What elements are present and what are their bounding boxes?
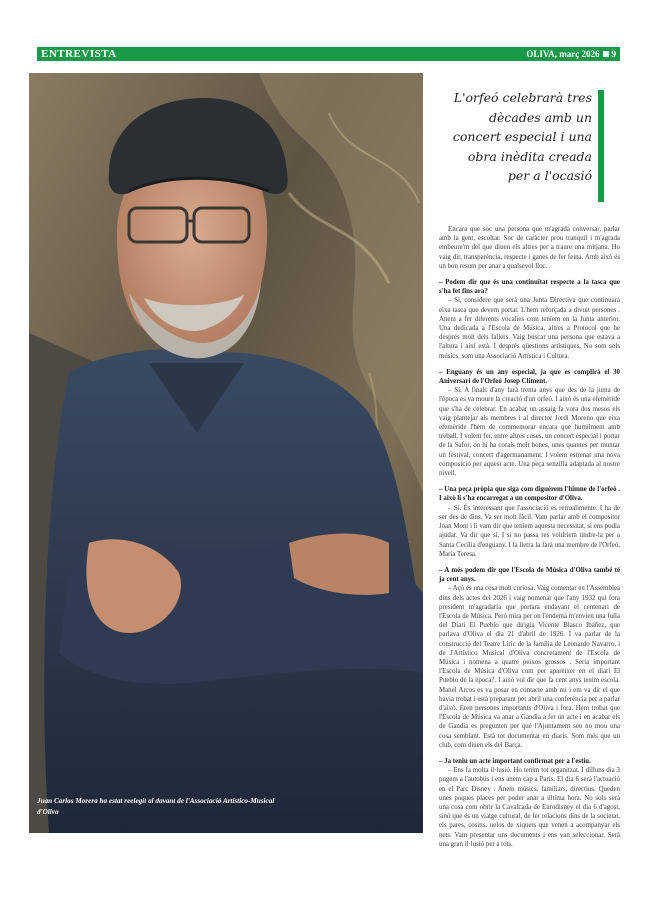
portrait-photo <box>29 73 423 833</box>
issue-date: OLIVA, març 2026 <box>526 49 600 59</box>
answer-5: – Ens fa molta il·lusió. Ho tenim tot organitzat. I dilluns dia 3 pugem a l'autobús i ens anem cap a Paris. El dia 6 serà l'actuació en el Parc Disney . Anem músics, familiars, directius. Queden unes poques places per poder anar a última hora. No sols serà una cosa com obrir la Cavalcada de Eurodisney el dia 6 d'agost, sinó que és un viatge cultural, de fer relacions dins de la societat, els pares, cosins, uelos de xiquets que venen a acompanyar els nets. Vam presentar uns documents i ens van seleccionar. Serà una gran il·lusió per a tots. <box>439 767 620 848</box>
answer-4: – Açò és una cosa molt curiosa. Vaig comentar en l'Assemblea dins dels actes del 2026 i vaig nomenar que l'any 1932 qui fora president m'agradaria que portara endavant el centenari de l'Escola de Música. Però mira per on l'endemà m'envien una fulla del Diari El Pueblo que dirigia Vicente Blasco Ibáñez, que parlava d'Oliva el dia 21 d'abril de 1926. I va parlar de la construcció del Teatre Líric de la família de Leonardo Navarro, i de l'Artístico Musical d'Oliva concretament de l'Escola de Música i nomena a quatre peixos grossos . Seria important l'Escola de Música d'Oliva com per aparèixer en el diari El Pueblo de la època?. I això vol dir que fa cent anys tenim escola. Manel Arcos es va posar en contacte amb mi i em va dir el que havia trobat i està preparant per abril una conferència per a parlar d'això. Eren persones importants d'Oliva i fora. Hem trobat que l'Escola de Música va anar a Gandia a fer un acte i en acabar els de Gandia es pregunten per què l'Ajuntament seu no mou una cosa semblant. Està tot documentat en diaris. Som més que un club, com diuen els del Barça. <box>439 585 620 749</box>
portrait-illustration <box>29 73 423 833</box>
page-number: 9 <box>611 49 616 59</box>
answer-3: – Sí. És interessant que l'associació es retroalimente. I ha de ser des de dins. Va ser molt fàcil. Vam parlar amb el compositor Joan Mont i li vam dir que teníem aquesta necessitat, si ens podia ajudar. Va dir que sí. I si no passa res voldríem tindre-la per a Santa Cecília d'enguany. I la lletra la farà una membre de l'Orfeó, Maria Teresa. <box>439 504 620 558</box>
photo-caption: Juan Carlos Morera ha estat reelegit al davant de l'Associació Artístico-Musical d'Oliva <box>37 797 275 816</box>
question-2: – Enguany és un any especial, ja que es complirà el 30 Aniversari de l'Orfeó Josep Climent. <box>439 368 620 386</box>
answer-1: – Sí, considere que serà una Junta Directiva que continuarà eixa tasca que devem portar. L'hem reforçada a divuit persones . Anem a fer diferents vocalies com teníem en la Junta anterior. Una dedicada a l'Escola de Música, altres a Protocol que he després molt dels fallers. Vaig buscar una persona que estava a l'altura i així està. I després qüestions artístiques. No som sols músics, som una Associació Artística i Cultura. <box>439 297 620 360</box>
issue-info <box>526 49 616 59</box>
question-1: – Podem dir que és una continuïtat respecte a la tasca que s'ha fet fins ara? <box>439 279 620 296</box>
pull-quote: L'orfeó celebrarà tres dècades amb un concert especial i una obra inèdita creada per a l'ocasió <box>452 90 592 183</box>
article-intro: Encara que soc una persona que m'agrada conversar, parlar amb la gent, escoltar. Soc de caràcter prou tranquil i m'agrada embeure'm del que diuen els altres per a traure una mitjana. Ho vaig dir, transparència, respecte i ganes de fer feina. Amb això és un bon resum per anar a qualsevol lloc. <box>439 226 620 270</box>
section-header <box>37 47 620 61</box>
section-title: ENTREVISTA <box>41 48 117 60</box>
question-4: – A més podem dir que l'Escola de Música d'Oliva també té ja cent anys. <box>439 566 620 584</box>
answer-2: – Sí. A finals d'any farà trenta anys que des de la junta de l'època es va moure la creació d'un orfeó. I això és una efemèride que s'ha de celebrar. En acabar un assaig fa vora dos mesos els vaig plantejar als membres i al director Jordi Moreno que eixa efemèride l'hem de commemorar encara que humilment amb treball. I volem fer, entre altres coses, un concert especial i portar de la Safor, on hi ha corals molt bones, unes quantes per muntar un festival, concert d'agermanament. I volem estrenar una nova composició per aquest acte. Una peça senzilla adaptada al nostre nivell. <box>439 387 620 478</box>
separator-square-icon <box>603 51 609 57</box>
article-body <box>439 225 620 856</box>
question-3: – Una peça pròpia que siga com diguérem l'himne de l'orfeó . I això li s'ha encarregat a un compositor d'Oliva. <box>439 486 620 503</box>
question-5: – Ja teniu un acte important confirmat per a l'estiu. <box>439 757 591 765</box>
pull-quote-accent-bar <box>598 90 604 202</box>
